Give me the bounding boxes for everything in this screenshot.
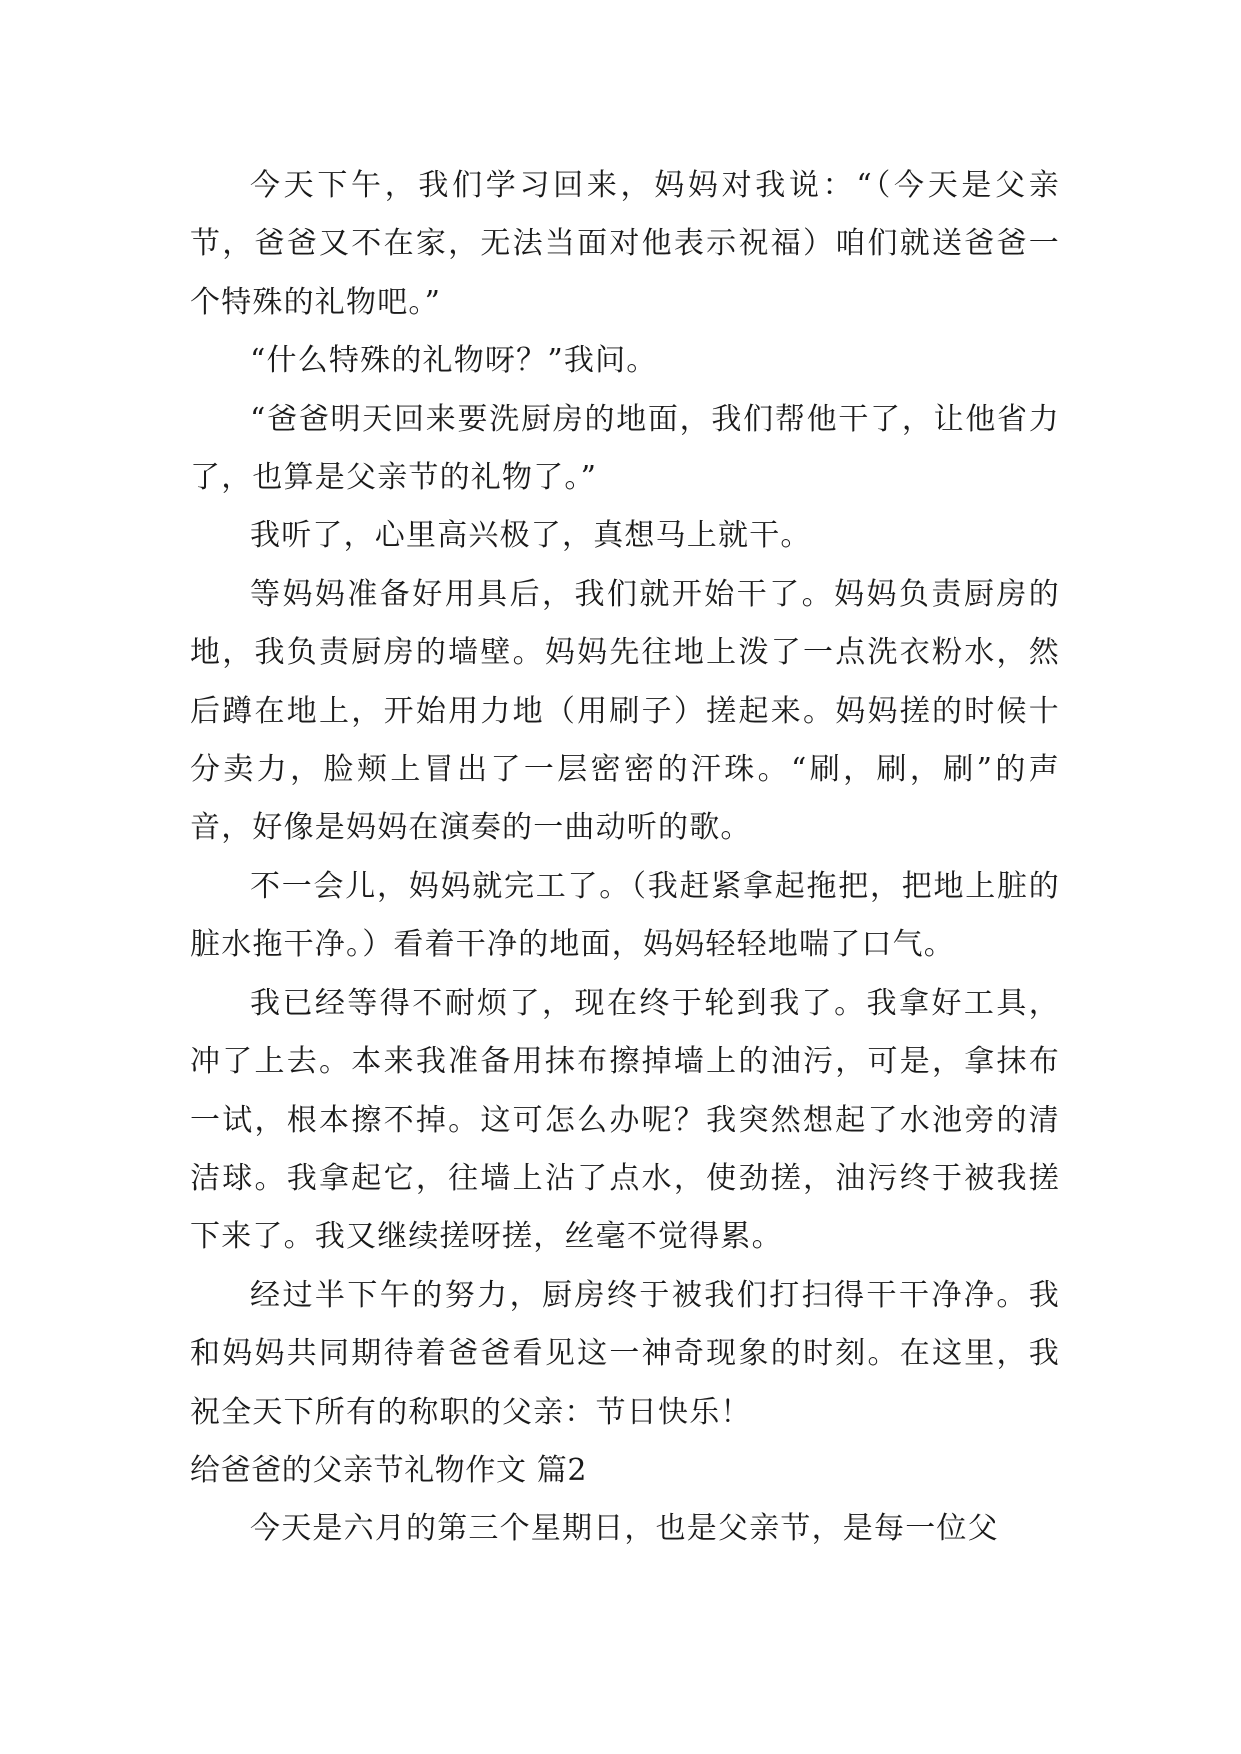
paragraph: 经过半下午的努力，厨房终于被我们打扫得干干净净。我和妈妈共同期待着爸爸看见这一神奇现象的时刻。在这里，我祝全天下所有的称职的父亲：节日快乐！ xyxy=(190,1277,1060,1430)
document-body xyxy=(190,157,1060,1559)
paragraph: 我已经等得不耐烦了，现在终于轮到我了。我拿好工具，冲了上去。本来我准备用抹布擦掉墙上的油污，可是，拿抹布一试，根本擦不掉。这可怎么办呢？我突然想起了水池旁的清洁球。我拿起它，往墙上沾了点水，使劲搓，油污终于被我搓下来了。我又继续搓呀搓，丝毫不觉得累。 xyxy=(190,985,1060,1255)
section-heading: 给爸爸的父亲节礼物作文 篇2 xyxy=(190,1452,588,1488)
paragraph: 今天是六月的第三个星期日，也是父亲节，是每一位父 xyxy=(250,1511,999,1547)
paragraph: “什么特殊的礼物呀？”我问。 xyxy=(250,343,658,379)
paragraph: 我听了，心里高兴极了，真想马上就干。 xyxy=(250,518,812,554)
paragraph: 不一会儿，妈妈就完工了。（我赶紧拿起拖把，把地上脏的脏水拖干净。）看着干净的地面，妈妈轻轻地喘了口气。 xyxy=(190,868,1060,963)
paragraph: 今天下午，我们学习回来，妈妈对我说：“（今天是父亲节，爸爸又不在家，无法当面对他表示祝福）咱们就送爸爸一个特殊的礼物吧。” xyxy=(190,168,1060,320)
paragraph: “爸爸明天回来要洗厨房的地面，我们帮他干了，让他省力了，也算是父亲节的礼物了。” xyxy=(190,401,1060,496)
paragraph: 等妈妈准备好用具后，我们就开始干了。妈妈负责厨房的地，我负责厨房的墙壁。妈妈先往地上泼了一点洗衣粉水，然后蹲在地上，开始用力地（用刷子）搓起来。妈妈搓的时候十分卖力，脸颊上冒出了一层密密的汗珠。“刷，刷，刷”的声音，好像是妈妈在演奏的一曲动听的歌。 xyxy=(190,576,1060,846)
